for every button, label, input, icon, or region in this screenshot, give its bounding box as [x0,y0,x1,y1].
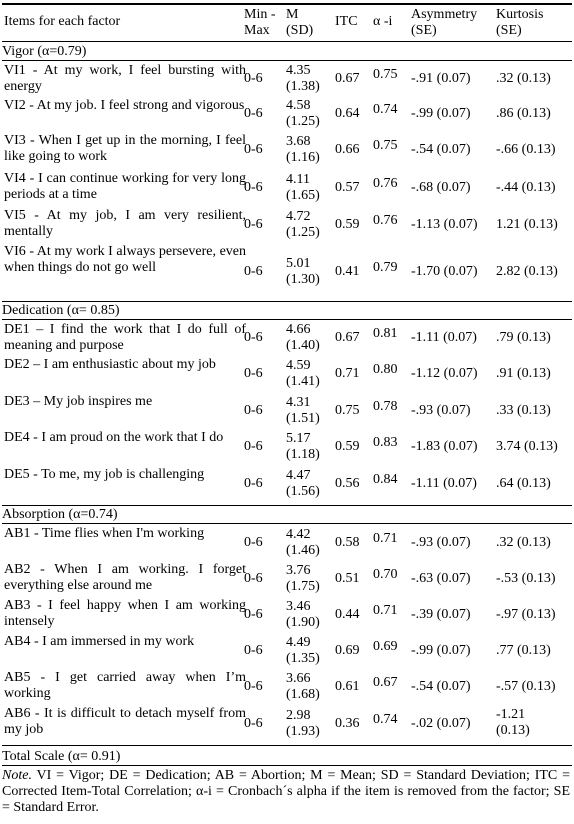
asymmetry-value: -.63 (0.07) [411,571,471,586]
header-items: Items for each factor [4,14,121,29]
item-text: DE5 - To me, my job is challenging [4,467,205,482]
itc-value: 0.69 [335,643,360,658]
asymmetry-value: -.54 (0.07) [411,142,471,157]
itc-value: 0.66 [335,142,360,157]
kurtosis-value: .64 (0.13) [496,476,551,491]
mean-value: 3.66 [286,671,311,686]
itc-value: 0.56 [335,476,360,491]
header-alpha-i: α -i [373,14,393,29]
alpha-i-value: 0.75 [373,67,398,82]
alpha-i-value: 0.71 [373,531,398,546]
sd-value: (1.75) [286,579,320,594]
asymmetry-value: -1.13 (0.07) [411,217,478,232]
section-separator-rule [2,505,572,506]
mean-value: 4.11 [286,172,310,187]
section-separator-rule [2,301,572,302]
sd-value: (1.93) [286,724,320,739]
kurtosis-value: 3.74 (0.13) [496,439,558,454]
sd-value: (1.38) [286,79,320,94]
alpha-i-value: 0.70 [373,567,398,582]
alpha-i-value: 0.69 [373,639,398,654]
asymmetry-value: -.99 (0.07) [411,643,471,658]
min-max-value: 0-6 [244,180,263,195]
mean-value: 4.58 [286,98,311,113]
sd-value: (1.90) [286,615,320,630]
sd-value: (1.35) [286,651,320,666]
sd-value: (1.25) [286,114,320,129]
min-max-value: 0-6 [244,571,263,586]
header-minmax: Min - Max [244,7,276,38]
asymmetry-value: -.91 (0.07) [411,71,471,86]
min-max-value: 0-6 [244,607,263,622]
kurtosis-value: -.44 (0.13) [496,180,556,195]
item-text: DE1 – I find the work that I do full of meaning and purpose [4,322,246,353]
mean-value: 4.66 [286,322,311,337]
header-asymmetry: Asymmetry (SE) [411,7,478,38]
section-rule [2,319,572,320]
header-itc: ITC [335,14,358,29]
itc-value: 0.57 [335,180,360,195]
mean-value: 5.01 [286,256,311,271]
alpha-i-value: 0.67 [373,675,398,690]
asymmetry-value: -1.83 (0.07) [411,439,478,454]
asymmetry-value: -.54 (0.07) [411,679,471,694]
item-text: AB2 - When I am working. I forget everything else around me [4,562,246,593]
section-title: Absorption (α=0.74) [2,507,118,522]
mean-value: 4.49 [286,635,311,650]
alpha-i-value: 0.81 [373,326,398,341]
itc-value: 0.61 [335,679,360,694]
note-top-rule [2,765,572,766]
min-max-value: 0-6 [244,71,263,86]
alpha-i-value: 0.74 [373,102,398,117]
asymmetry-value: -.99 (0.07) [411,106,471,121]
item-text: DE4 - I am proud on the work that I do [4,430,224,445]
item-text: AB4 - I am immersed in my work [4,634,195,649]
sd-value: (1.18) [286,447,320,462]
header-rule [2,41,572,42]
min-max-value: 0-6 [244,679,263,694]
alpha-i-value: 0.83 [373,435,398,450]
total-scale-label: Total Scale (α= 0.91) [2,749,121,764]
asymmetry-value: -.93 (0.07) [411,535,471,550]
note-text: VI = Vigor; DE = Dedication; AB = Abortion; M = Mean; SD = Standard Deviation; ITC = Corrected Item-Total Correlation; α-i = Cronbach´s alpha if the item is removed from the factor; SE = Standard Error. [2,768,570,815]
itc-value: 0.64 [335,106,360,121]
kurtosis-value: .32 (0.13) [496,71,551,86]
alpha-i-value: 0.76 [373,176,398,191]
mean-value: 3.68 [286,134,311,149]
sd-value: (1.16) [286,150,320,165]
min-max-value: 0-6 [244,403,263,418]
kurtosis-value: -.57 (0.13) [496,679,556,694]
itc-value: 0.59 [335,217,360,232]
asymmetry-value: -1.12 (0.07) [411,366,478,381]
min-max-value: 0-6 [244,217,263,232]
min-max-value: 0-6 [244,366,263,381]
kurtosis-value: 1.21 (0.13) [496,217,558,232]
mean-value: 4.47 [286,468,311,483]
itc-value: 0.67 [335,330,360,345]
min-max-value: 0-6 [244,476,263,491]
itc-value: 0.75 [335,403,360,418]
asymmetry-value: -1.70 (0.07) [411,264,478,279]
alpha-i-value: 0.80 [373,362,398,377]
kurtosis-value: .79 (0.13) [496,330,551,345]
alpha-i-value: 0.75 [373,138,398,153]
section-title: Vigor (α=0.79) [2,44,87,59]
itc-value: 0.58 [335,535,360,550]
asymmetry-value: -.02 (0.07) [411,716,471,731]
itc-value: 0.71 [335,366,360,381]
min-max-value: 0-6 [244,535,263,550]
sd-value: (1.65) [286,188,320,203]
kurtosis-value: .77 (0.13) [496,643,551,658]
asymmetry-value: -.93 (0.07) [411,403,471,418]
sd-value: (1.25) [286,225,320,240]
note-label: Note. [2,768,32,783]
min-max-value: 0-6 [244,264,263,279]
mean-value: 2.98 [286,708,311,723]
item-text: AB3 - I feel happy when I am working intensely [4,598,246,629]
itc-value: 0.67 [335,71,360,86]
alpha-i-value: 0.71 [373,603,398,618]
table-top-rule [2,3,572,5]
header-mean-sd: M (SD) [286,7,314,38]
alpha-i-value: 0.79 [373,260,398,275]
kurtosis-value: -.66 (0.13) [496,142,556,157]
asymmetry-value: -1.11 (0.07) [411,476,477,491]
asymmetry-value: -1.11 (0.07) [411,330,477,345]
min-max-value: 0-6 [244,716,263,731]
mean-value: 4.35 [286,63,311,78]
kurtosis-value: .86 (0.13) [496,106,551,121]
item-text: VI2 - At my job. I feel strong and vigorous [4,98,245,113]
alpha-i-value: 0.76 [373,213,398,228]
alpha-i-value: 0.78 [373,399,398,414]
min-max-value: 0-6 [244,330,263,345]
kurtosis-value: -.53 (0.13) [496,571,556,586]
total-top-rule [2,745,572,746]
min-max-value: 0-6 [244,142,263,157]
item-text: VI5 - At my job, I am very resilient, mentally [4,208,246,239]
sd-value: (1.68) [286,687,320,702]
itc-value: 0.36 [335,716,360,731]
kurtosis-value: .32 (0.13) [496,535,551,550]
kurtosis-value: -.97 (0.13) [496,607,556,622]
min-max-value: 0-6 [244,106,263,121]
item-text: DE2 – I am enthusiastic about my job [4,357,216,372]
mean-value: 3.46 [286,599,311,614]
asymmetry-value: -.68 (0.07) [411,180,471,195]
mean-value: 5.17 [286,431,311,446]
min-max-value: 0-6 [244,439,263,454]
asymmetry-value: -.39 (0.07) [411,607,471,622]
itc-value: 0.41 [335,264,360,279]
item-text: VI3 - When I get up in the morning, I feel like going to work [4,133,246,164]
item-text: DE3 – My job inspires me [4,394,153,409]
mean-value: 3.76 [286,563,311,578]
kurtosis-value: .33 (0.13) [496,403,551,418]
itc-value: 0.51 [335,571,360,586]
section-rule [2,60,572,61]
item-text: VI4 - I can continue working for very long periods at a time [4,171,246,202]
table-note [2,768,570,816]
itc-value: 0.59 [335,439,360,454]
mean-value: 4.59 [286,358,311,373]
kurtosis-value: -1.21 (0.13) [496,707,530,738]
alpha-i-value: 0.84 [373,472,398,487]
itc-value: 0.44 [335,607,360,622]
mean-value: 4.42 [286,527,311,542]
section-title: Dedication (α= 0.85) [2,303,120,318]
mean-value: 4.72 [286,209,311,224]
sd-value: (1.51) [286,411,320,426]
kurtosis-value: 2.82 (0.13) [496,264,558,279]
kurtosis-value: .91 (0.13) [496,366,551,381]
item-text: AB5 - I get carried away when I’m working [4,670,246,701]
sd-value: (1.40) [286,338,320,353]
item-text: VI6 - At my work I always persevere, even when things do not go well [4,244,246,275]
sd-value: (1.56) [286,484,320,499]
sd-value: (1.41) [286,374,320,389]
section-rule [2,523,572,524]
min-max-value: 0-6 [244,643,263,658]
mean-value: 4.31 [286,395,311,410]
item-text: VI1 - At my work, I feel bursting with energy [4,63,246,94]
header-kurtosis: Kurtosis (SE) [496,7,544,38]
sd-value: (1.46) [286,543,320,558]
sd-value: (1.30) [286,272,320,287]
alpha-i-value: 0.74 [373,712,398,727]
item-text: AB1 - Time flies when I'm working [4,526,205,541]
item-text: AB6 - It is difficult to detach myself from my job [4,706,246,737]
